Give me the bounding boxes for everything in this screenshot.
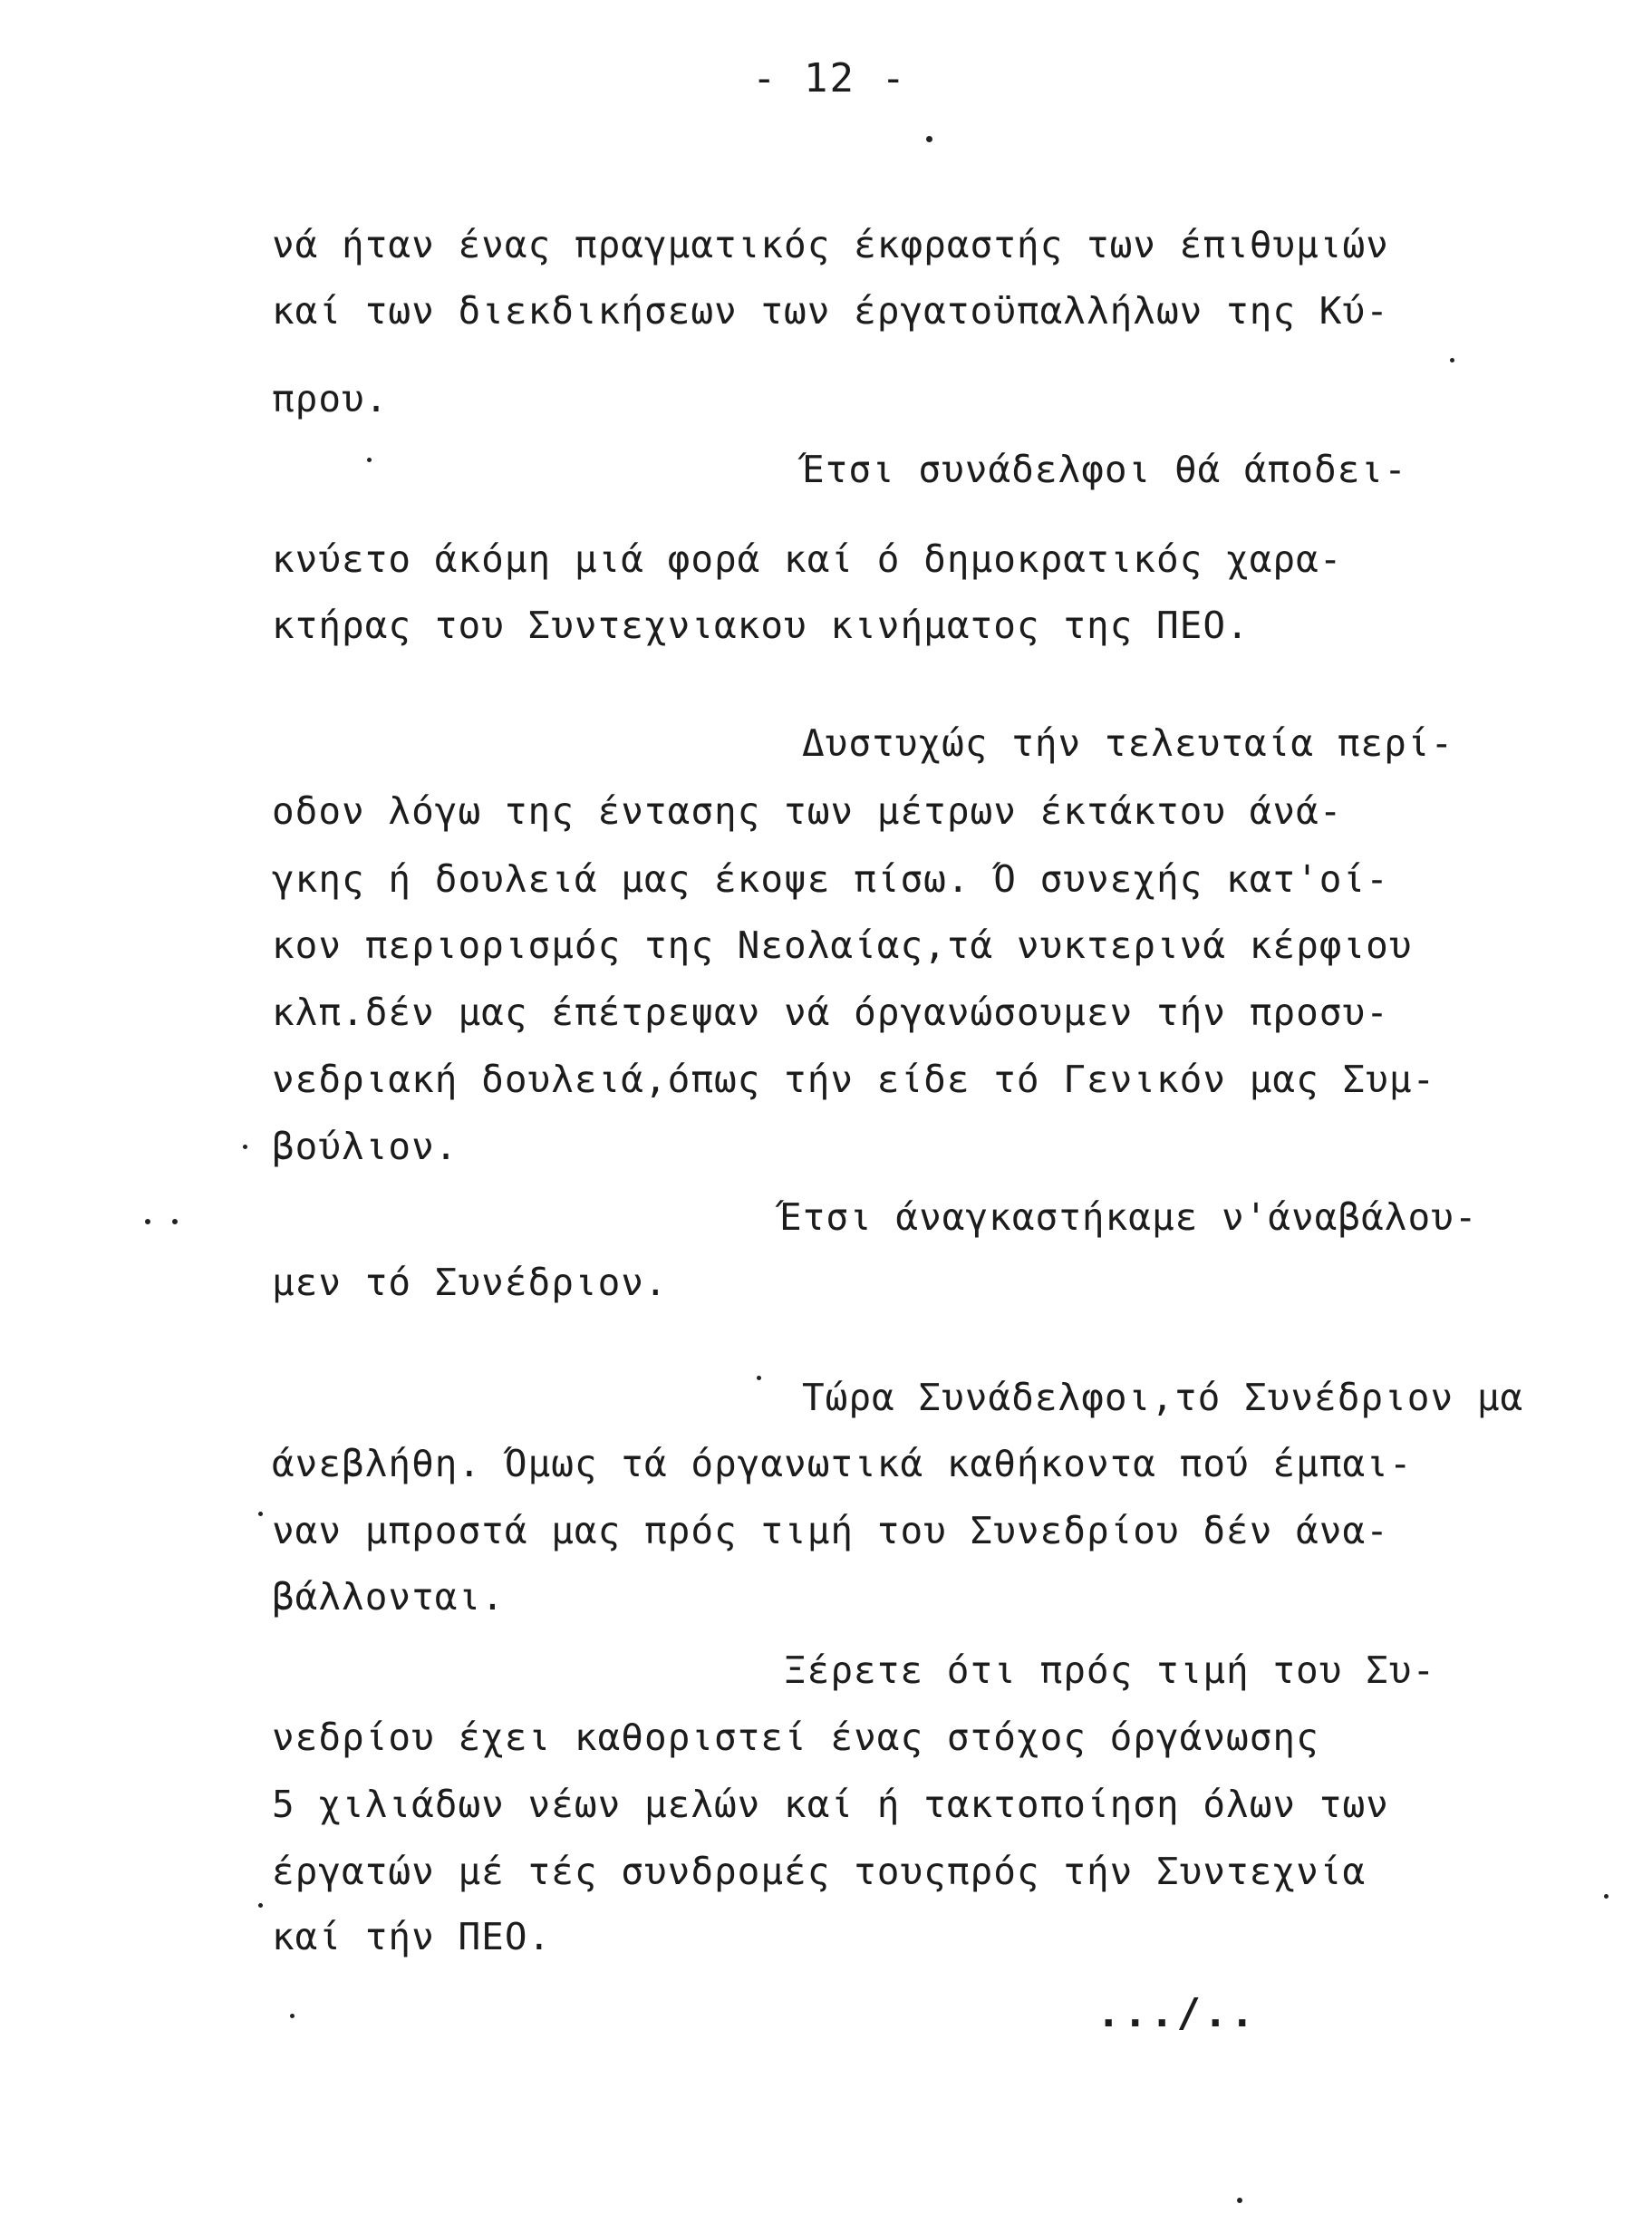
text-line: νά ήταν ένας πραγματικός έκφραστής των έπιθυμιών	[272, 223, 1389, 266]
text-line: οδον λόγω της έντασης των μέτρων έκτάκτου άνά-	[272, 789, 1343, 833]
scan-speck	[243, 1145, 247, 1149]
text-line: γκης ή δουλειά μας έκοψε πίσω. Ό συνεχής κατ'οί-	[272, 857, 1389, 901]
text-line: πρου.	[272, 377, 389, 420]
scan-speck	[172, 1219, 178, 1224]
text-line: 5 χιλιάδων νέων μελών καί ή τακτοποίηση όλων των	[272, 1783, 1389, 1826]
scan-speck	[1604, 1894, 1609, 1899]
scan-speck	[258, 1512, 263, 1516]
text-line: κτήρας του Συντεχνιακου κινήματος της ΠΕΟ.	[272, 604, 1250, 647]
scan-speck	[1450, 358, 1454, 362]
text-line: Δυστυχώς τήν τελευταία περί-	[802, 721, 1454, 765]
scan-speck	[926, 136, 932, 142]
text-line: Ξέρετε ότι πρός τιμή του Συ-	[784, 1648, 1436, 1692]
scan-speck	[145, 1219, 150, 1224]
text-line: Έτσι συνάδελφοι θά άποδει-	[802, 448, 1407, 491]
scan-speck	[258, 1903, 263, 1908]
text-line: νεδρίου έχει καθοριστεί ένας στόχος όργάνωσης	[272, 1716, 1319, 1759]
text-line: νεδριακή δουλειά,όπως τήν είδε τό Γενικόν μας Συμ-	[272, 1058, 1436, 1101]
text-line: Τώρα Συνάδελφοι,τό Συνέδριον μα	[802, 1376, 1524, 1419]
text-line: κλπ.δέν μας έπέτρεψαν νά όργανώσουμεν τήν προσυ-	[272, 991, 1389, 1034]
text-line: έργατών μέ τές συνδρομές τουςπρός τήν Συντεχνία	[272, 1850, 1367, 1893]
page-number: - 12 -	[752, 55, 907, 102]
scan-speck	[1237, 2198, 1242, 2203]
text-line: βάλλονται.	[272, 1575, 505, 1619]
continuation-mark: .../..	[1097, 1990, 1257, 2036]
text-line: κον περιορισμός της Νεολαίας,τά νυκτερινά κέρφιου	[272, 923, 1413, 967]
text-line: Έτσι άναγκαστήκαμε ν'άναβάλου-	[779, 1195, 1478, 1239]
text-line: καί των διεκδικήσεων των έργατοϋπαλλήλων της Κύ-	[272, 289, 1389, 333]
text-line: καί τήν ΠΕΟ.	[272, 1915, 552, 1958]
text-line: κνύετο άκόμη μιά φορά καί ό δημοκρατικός χαρα-	[272, 537, 1343, 581]
text-line: βούλιον.	[272, 1125, 459, 1168]
text-line: ναν μπροστά μας πρός τιμή του Συνεδρίου δέν άνα-	[272, 1509, 1389, 1552]
text-line: μεν τό Συνέδριον.	[272, 1261, 668, 1304]
text-line: άνεβλήθη. Όμως τά όργανωτικά καθήκοντα πού έμπαι-	[272, 1442, 1413, 1485]
scan-speck	[367, 458, 372, 462]
scan-speck	[757, 1376, 761, 1380]
scan-speck	[290, 2014, 295, 2018]
